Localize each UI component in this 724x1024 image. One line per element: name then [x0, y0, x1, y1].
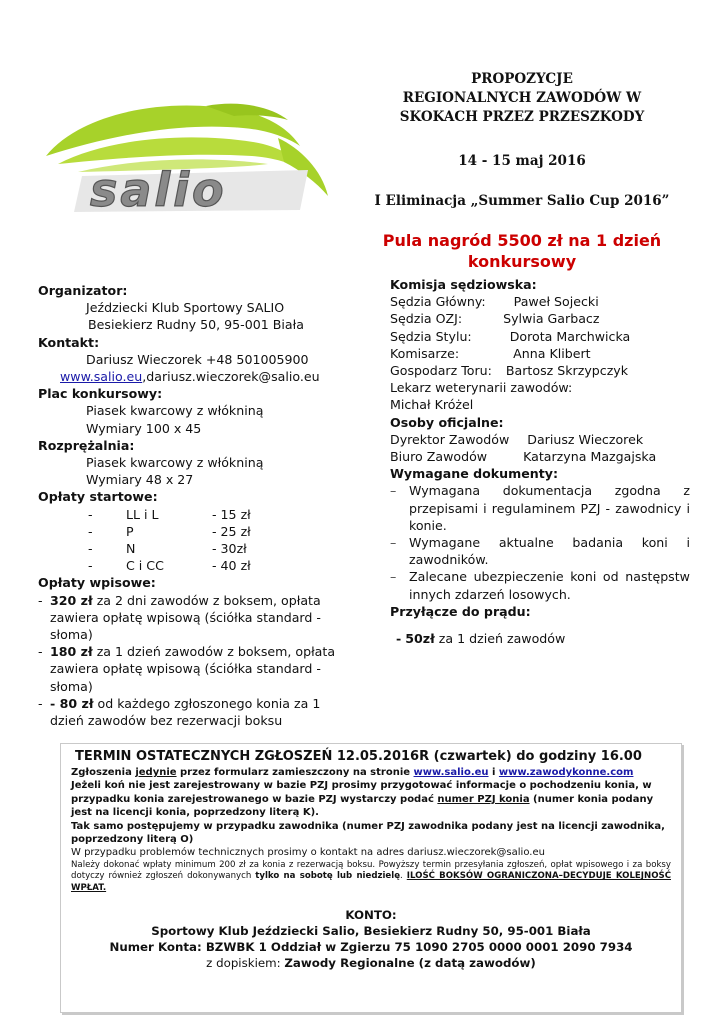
start-fee-category: P [126, 523, 134, 539]
start-fee-row [38, 506, 358, 523]
registration-form-line [71, 766, 671, 779]
text-fragment: Jeżeli koń nie jest zarejestrowany w bazie PZJ prosimy przygotować informacje o pochodzeniu konia, w przypadku konia zarejestrowanego w bazie PZJ wystarczy podać [71, 780, 652, 805]
official-role: Biuro Zawodów [390, 449, 488, 465]
jury-name: Sylwia Garbacz [503, 311, 600, 327]
venue-surface: Piasek kwarcowy z włókniną [86, 403, 264, 419]
contact-phone: Dariusz Wieczorek +48 501005900 [86, 351, 309, 367]
jury-name: Anna Klibert [513, 345, 591, 361]
payment-note [71, 860, 671, 895]
warmup-dimensions: Wymiary 48 x 27 [86, 472, 194, 488]
start-fee-category: C i CC [126, 558, 164, 574]
start-fee-value: - 30zł [212, 541, 247, 557]
prize-pool-line-2: konkursowy [467, 252, 577, 271]
document-title [372, 70, 672, 127]
text-fragment: z dopiskiem: [206, 955, 285, 970]
jury-role: Gospodarz Toru: [390, 363, 492, 379]
start-fee-value: - 40 zł [212, 558, 251, 574]
account-label: KONTO: [345, 907, 397, 922]
salio-link[interactable]: www.salio.eu [413, 767, 489, 778]
prize-pool [372, 230, 672, 272]
jury-role: Sędzia Stylu: [390, 328, 472, 344]
entry-fee-dash: - [38, 592, 43, 608]
contact-web-email [38, 368, 358, 385]
jury-name: Dorota Marchwicka [509, 328, 631, 344]
entry-fees-label: Opłaty wpisowe: [38, 575, 156, 591]
entry-fee-item [38, 695, 358, 729]
text-fragment: . [400, 871, 407, 882]
start-fee-category: N [126, 541, 136, 557]
entry-fee-text: za 2 dni zawodów z boksem, opłata zawiera opłatę wpisową (ściółka standard - słoma) [50, 592, 321, 643]
document-item [390, 568, 690, 602]
start-fee-dash: - [88, 541, 93, 557]
entry-fee-item [38, 592, 358, 644]
document-text: Zalecane ubezpieczenie koni od następstw innych zdarzeń losowych. [409, 569, 690, 602]
text-fragment: i [488, 767, 499, 778]
text-fragment: Zgłoszenia [71, 767, 136, 778]
document-text: Wymagane aktualne badania koni i zawodników. [409, 535, 690, 568]
start-fee-row [38, 523, 358, 540]
technical-contact-note: W przypadku problemów technicznych prosimy o kontakt na adres dariusz.wieczorek@salio.eu [71, 847, 545, 859]
horse-head-logo-graphic [38, 98, 338, 216]
official-name: Dariusz Wieczorek [527, 431, 644, 447]
jury-role: Komisarze: [390, 345, 460, 361]
entry-fee-amount: - 80 zł [50, 695, 94, 711]
organizer-address: Besiekierz Rudny 50, 95-001 Biała [88, 317, 304, 333]
jury-name: Bartosz Skrzypczyk [505, 363, 629, 379]
elimination-title: I Eliminacja „Summer Salio Cup 2016” [374, 193, 670, 209]
entry-fee-dash: - [38, 695, 43, 711]
text-fragment-bold: Zawody Regionalne (z datą zawodów) [284, 955, 536, 970]
document-item [390, 482, 690, 534]
entry-fee-amount: 320 zł [50, 592, 93, 608]
jury-name: Paweł Sojecki [513, 294, 599, 310]
jury-row [390, 310, 690, 327]
account-note [71, 955, 671, 971]
official-row [390, 448, 690, 465]
title-line-3: SKOKACH PRZEZ PRZESZKODY [399, 109, 645, 125]
title-line-1: PROPOZYCJE [471, 71, 573, 87]
power-dash: - [396, 631, 402, 647]
official-name: Katarzyna Mazgajska [523, 449, 657, 465]
organizer-label: Organizator: [38, 283, 128, 298]
start-fees-label: Opłaty startowe: [38, 489, 158, 505]
account-holder: Sportowy Klub Jeździecki Salio, Besiekierz Rudny 50, 95-001 Biała [151, 923, 591, 938]
contact-label: Kontakt: [38, 334, 100, 350]
vet-label: Lekarz weterynarii zawodów: [390, 380, 573, 396]
start-fee-row [38, 540, 358, 557]
organizer-name: Jeździecki Klub Sportowy SALIO [86, 300, 285, 316]
documents-label: Wymagane dokumenty: [390, 466, 559, 482]
entry-fee-amount: 180 zł [50, 644, 93, 660]
registration-deadline: TERMIN OSTATECZNYCH ZGŁOSZEŃ 12.05.2016R (czwartek) do godziny 16.00 [75, 749, 642, 764]
prize-pool-line-1: Pula nagród 5500 zł na 1 dzień [382, 231, 662, 250]
salio-logo [38, 98, 338, 216]
warmup-surface: Piasek kwarcowy z włókniną [86, 455, 264, 471]
entry-fee-item [38, 643, 358, 695]
power-amount: 50zł [405, 631, 435, 647]
contact-email: ,dariusz.wieczorek@salio.eu [142, 369, 320, 385]
power-text: za 1 dzień zawodów [434, 631, 566, 647]
entry-fee-text: za 1 dzień zawodów z boksem, opłata zawiera opłatę wpisową (ściółka standard - słoma) [50, 644, 336, 694]
officials-label: Osoby oficjalne: [390, 414, 504, 430]
text-fragment: przez formularz zamieszczony na stronie [176, 767, 414, 778]
event-dates: 14 - 15 maj 2016 [458, 153, 586, 169]
website-link[interactable]: www.salio.eu [60, 369, 143, 385]
right-column [390, 276, 690, 647]
entry-fee-text: od każdego zgłoszonego konia za 1 dzień zawodów bez rezerwacji boksu [50, 695, 321, 729]
start-fee-category: LL i L [126, 506, 159, 522]
document-text: Wymagana dokumentacja zgodna z przepisami i regulaminem PZJ - zawodnicy i konie. [409, 483, 690, 533]
horse-registration-note [71, 779, 671, 819]
official-row [390, 431, 690, 448]
power-label: Przyłącze do prądu: [390, 603, 531, 619]
start-fee-value: - 15 zł [212, 506, 251, 522]
account-number: Numer Konta: BZWBK 1 Oddział w Zgierzu 75 1090 2705 0000 0001 2090 7934 [109, 939, 633, 954]
start-fee-dash: - [88, 506, 93, 522]
zawodykonne-link[interactable]: www.zawodykonne.com [498, 767, 634, 778]
registration-info-box [60, 743, 682, 1013]
venue-dimensions: Wymiary 100 x 45 [86, 420, 202, 436]
start-fee-row [38, 557, 358, 574]
text-fragment: Należy dokonać wpłaty minimum 200 zł za konia z rezerwacją boksu. Powyższy termin przesyłania zgłoszeń, opłat wpisowego i za boksy dotyczy również zgłoszeń dokonywanych [71, 859, 671, 882]
warmup-label: Rozprężalnia: [38, 437, 135, 453]
text-fragment-underlined: numer PZJ konia [437, 793, 530, 805]
svg-text:salio: salio [90, 163, 227, 216]
left-column [38, 282, 358, 729]
text-fragment-bold-underlined: ILOŚĆ BOKSÓW OGRANICZONA–DECYDUJE KOLEJNOŚĆ WPŁAT. [71, 871, 671, 894]
rider-registration-note: Tak samo postępujemy w przypadku zawodnika (numer PZJ zawodnika podany jest na licencji zawodnika, poprzedzony literą O) [71, 820, 665, 846]
document-dash: – [390, 483, 397, 499]
jury-row [390, 328, 690, 345]
jury-role: Sędzia OZJ: [390, 311, 463, 327]
document-dash: – [390, 535, 397, 551]
official-role: Dyrektor Zawodów [390, 431, 510, 447]
start-fee-dash: - [88, 558, 93, 574]
title-line-2: REGIONALNYCH ZAWODÓW W [402, 90, 642, 106]
venue-label: Plac konkursowy: [38, 386, 163, 402]
document-dash: – [390, 569, 397, 585]
jury-label: Komisja sędziowska: [390, 277, 537, 292]
text-fragment: (numer konia podany jest na licencji konia, poprzedzony literą K). [71, 793, 654, 819]
start-fee-dash: - [88, 523, 93, 539]
power-fee [390, 630, 690, 647]
vet-name: Michał Króżel [390, 397, 474, 413]
text-fragment-underlined: jedynie [135, 767, 177, 778]
start-fee-value: - 25 zł [212, 523, 251, 539]
document-item [390, 534, 690, 568]
jury-row [390, 362, 690, 379]
entry-fee-dash: - [38, 644, 43, 660]
jury-role: Sędzia Główny: [390, 294, 486, 310]
jury-row [390, 345, 690, 362]
text-fragment-bold: tylko na sobotę lub niedzielę [255, 871, 401, 882]
jury-row [390, 293, 690, 310]
